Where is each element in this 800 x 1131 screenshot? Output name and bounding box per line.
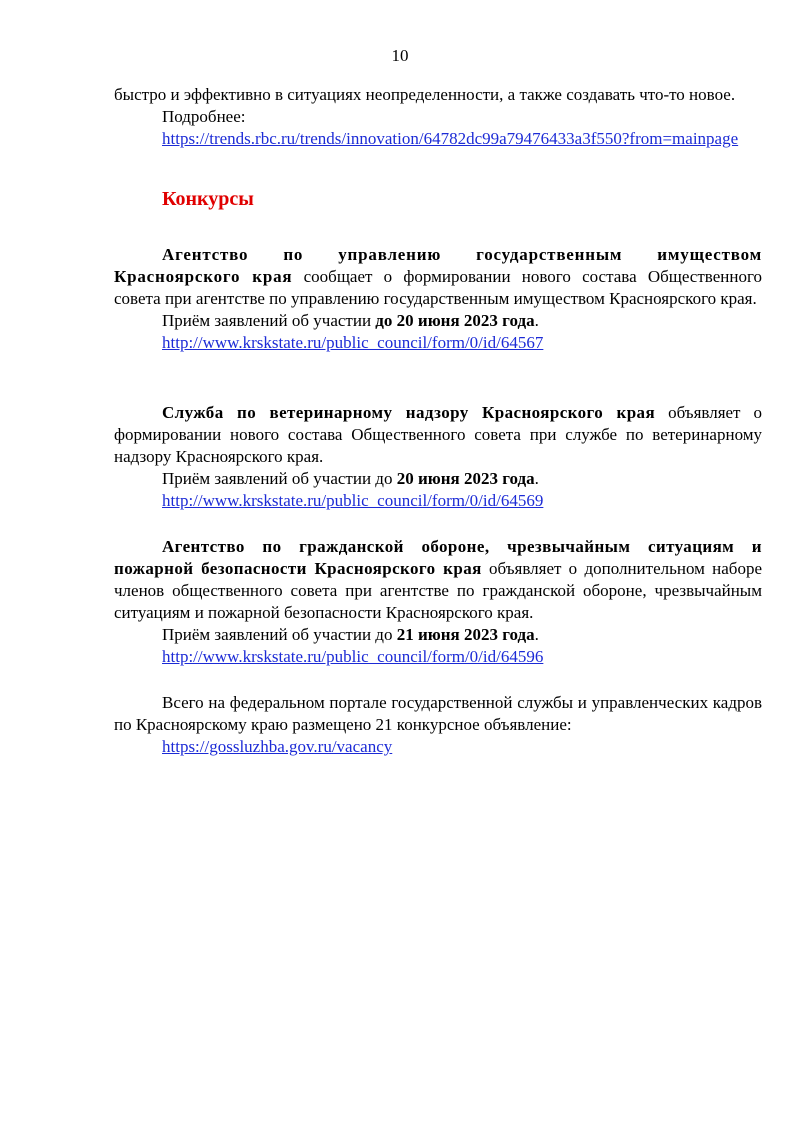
deadline-prefix: Приём заявлений об участии до [162, 625, 397, 644]
summary-text: Всего на федеральном портале государственной службы и управленческих кадров по Красноярскому краю размещено 21 конкурсное объявление: [114, 693, 762, 734]
section-heading: Конкурсы [162, 188, 254, 210]
deadline-line [114, 310, 762, 332]
contest-item-3 [114, 536, 762, 668]
intro-link-line [114, 128, 762, 150]
deadline-suffix: . [534, 469, 539, 488]
page-content [114, 84, 762, 758]
deadline-prefix: Приём заявлений об участии до [162, 469, 397, 488]
organization-name: Служба по ветеринарному надзору Красноярского края [162, 403, 656, 422]
page-number: 10 [391, 46, 409, 65]
contest-description [114, 244, 762, 310]
link-line [114, 736, 762, 758]
deadline-suffix: . [534, 625, 539, 644]
more-label: Подробнее: [162, 107, 246, 126]
deadline-suffix: . [534, 311, 539, 330]
contest-description [114, 536, 762, 624]
deadline-line [114, 468, 762, 490]
contest-text: сообщает о формировании нового состава Общественного совета при агентстве по управлению государственным имуществом Красноярского края. [114, 267, 762, 308]
contest-link[interactable]: http://www.krskstate.ru/public_council/form/0/id/64569 [162, 491, 544, 510]
contest-description [114, 402, 762, 468]
deadline-date: до 20 июня 2023 года [375, 311, 535, 330]
vacancy-link[interactable]: https://gossluzhba.gov.ru/vacancy [162, 737, 393, 756]
link-line [114, 646, 762, 668]
organization-name: Агентство по управлению государственным имуществом Красноярского края [114, 245, 762, 286]
intro-paragraph: быстро и эффективно в ситуациях неопределенности, а также создавать что-то новое. [114, 85, 736, 104]
contest-text: объявляет о дополнительном наборе членов общественного совета при агентстве по гражданской обороне, чрезвычайным ситуациям и пожарной безопасности Красноярского края. [114, 559, 762, 622]
contest-link[interactable]: http://www.krskstate.ru/public_council/form/0/id/64596 [162, 647, 544, 666]
organization-name: Агентство по гражданской обороне, чрезвычайным ситуациям и пожарной безопасности Красноярского края [114, 537, 762, 578]
link-line [114, 332, 762, 354]
vacancy-summary [114, 692, 762, 758]
deadline-prefix: Приём заявлений об участии [162, 311, 376, 330]
deadline-date: 20 июня 2023 года [396, 469, 535, 488]
link-line [114, 490, 762, 512]
contest-item-2 [114, 402, 762, 512]
contest-text: объявляет о формировании нового состава Общественного совета при службе по ветеринарному надзору Красноярского края. [114, 403, 762, 466]
deadline-line [114, 624, 762, 646]
contest-item-1 [114, 244, 762, 354]
contest-link[interactable]: http://www.krskstate.ru/public_council/form/0/id/64567 [162, 333, 544, 352]
intro-link[interactable]: https://trends.rbc.ru/trends/innovation/64782dc99a79476433a3f550?from=mainpage [162, 129, 739, 148]
deadline-date: 21 июня 2023 года [396, 625, 535, 644]
